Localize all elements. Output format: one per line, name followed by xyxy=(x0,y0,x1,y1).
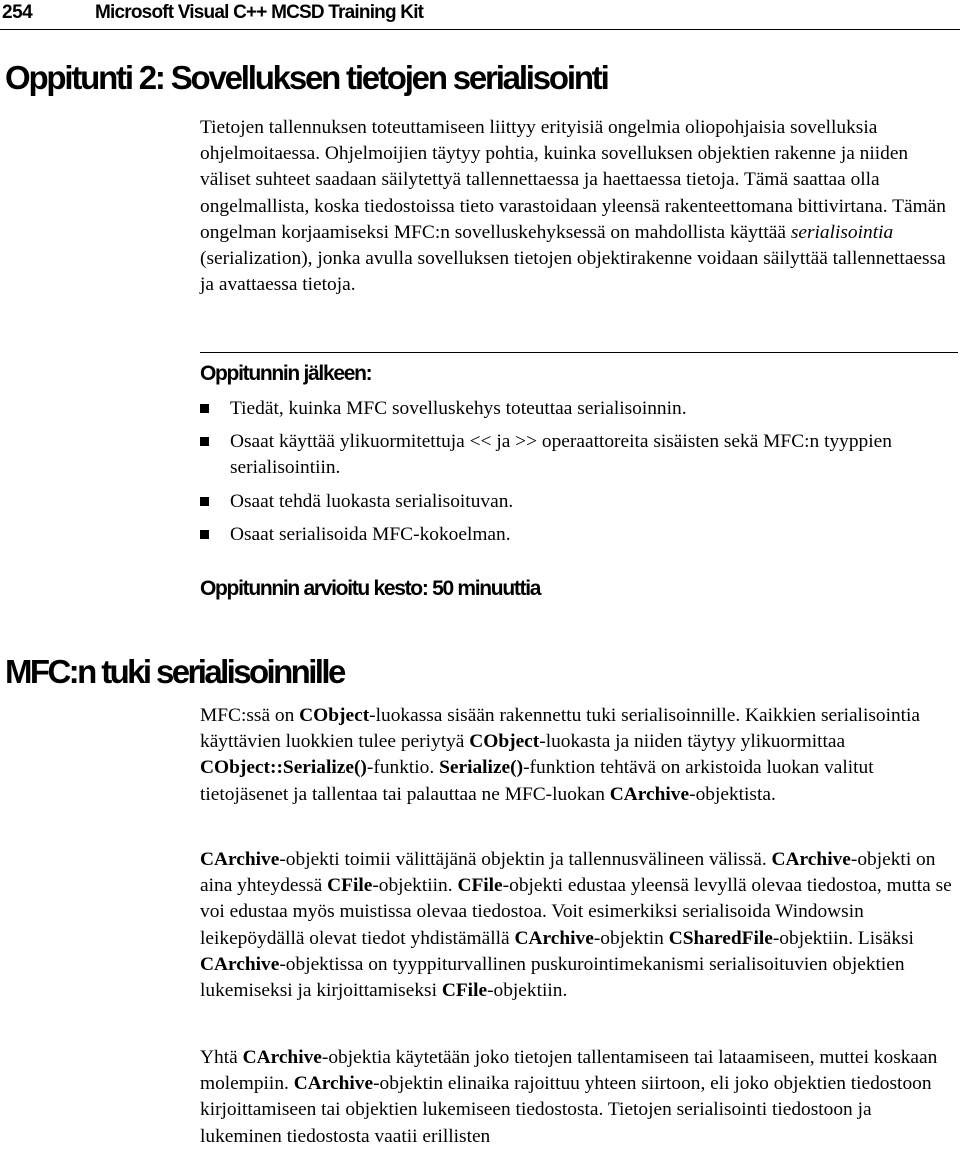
class-name: CSharedFile xyxy=(668,927,773,949)
list-item xyxy=(200,522,958,548)
function-name: CObject::Serialize() xyxy=(200,757,367,779)
list-item-text: Tiedät, kuinka MFC sovelluskehys toteuttaa serialisoinnin. xyxy=(230,398,687,419)
list-item-text: Osaat tehdä luokasta serialisoituvan. xyxy=(230,490,514,512)
list-item xyxy=(200,396,958,422)
section-paragraph-1 xyxy=(200,703,958,808)
header-rule xyxy=(0,29,960,30)
page-number: 254 xyxy=(2,2,33,23)
class-name: CArchive xyxy=(242,1047,322,1068)
function-name: Serialize() xyxy=(439,757,524,779)
text-run: -luokasta ja niiden täytyy ylikuormittaa xyxy=(539,731,846,753)
class-name: CFile xyxy=(457,875,503,897)
class-name: CFile xyxy=(441,980,488,1002)
book-title: Microsoft Visual C++ MCSD Training Kit xyxy=(95,2,424,23)
objectives-rule xyxy=(200,352,958,353)
text-run: -luokassa sisään rakennettu tuki serialisoinnille. Kaikkien serialisointia käyttävien luokkien tulee periytyä xyxy=(200,705,921,753)
class-name: CArchive xyxy=(514,927,594,949)
class-name: CArchive xyxy=(771,849,851,870)
bullet-square-icon xyxy=(200,497,209,506)
text-run: -objektin elinaika rajoittuu yhteen siirtoon, eli joko objektien tiedostoon kirjoittamiseen tai objektien lukemiseen tiedostosta. Tietojen serialisointi tiedostoon ja lukeminen tiedostosta vaatii erillisten xyxy=(200,1073,932,1147)
list-item-text: Osaat serialisoida MFC-kokoelman. xyxy=(230,523,511,545)
list-item-text: Osaat käyttää ylikuormitettuja << ja >> operaattoreita sisäisten sekä MFC:n tyyppien serialisointiin. xyxy=(230,431,892,479)
intro-paragraph xyxy=(200,115,958,298)
list-item xyxy=(200,489,958,515)
section-paragraph-3 xyxy=(200,1045,958,1150)
chapter-title: Oppitunti 2: Sovelluksen tietojen serialisointi xyxy=(5,59,608,96)
page-header xyxy=(0,0,960,30)
bullet-square-icon xyxy=(200,437,209,446)
class-name: CArchive xyxy=(200,953,280,975)
objectives-list xyxy=(200,396,958,555)
class-name: CArchive xyxy=(293,1073,374,1095)
section-title: MFC:n tuki serialisoinnille xyxy=(5,653,344,690)
class-name: CArchive xyxy=(609,783,690,805)
text-run: -objekti toimii välittäjänä objektin ja tallennusvälineen välissä. xyxy=(279,849,767,870)
duration-heading: Oppitunnin arvioitu kesto: 50 minuuttia xyxy=(200,577,541,600)
text-run: -objektiin. xyxy=(487,980,568,1002)
text-run: -funktio. xyxy=(366,757,435,779)
intro-text-4: (serialization), jonka avulla sovelluksen tietojen objektirakenne voidaan säilyttää tallennettaessa ja avattaessa tietoja. xyxy=(200,248,946,296)
bullet-square-icon xyxy=(200,530,209,539)
text-run: -funktion tehtävä on arkistoida luokan valitut tietojäsenet ja tallentaa tai palauttaa ne MFC-luokan xyxy=(200,757,874,805)
text-run: MFC:ssä on xyxy=(200,705,295,726)
bullet-square-icon xyxy=(200,404,209,413)
text-run: -objektin xyxy=(593,927,664,949)
text-run: Yhtä xyxy=(200,1047,238,1068)
text-run: -objekti edustaa yleensä levyllä olevaa tiedostoa, mutta se voi edustaa myös muistissa olevaa tiedostoa. Voit esimerkiksi serialisoida Windowsin leikepöydällä olevat tiedot yhdistämällä xyxy=(200,875,952,949)
section-paragraph-2 xyxy=(200,847,958,1004)
text-run: -objektissa on tyyppiturvallinen puskurointimekanismi serialisoituvien objektien lukemiseksi ja kirjoittamiseksi xyxy=(200,953,905,1002)
serialization-term: serialisointia xyxy=(790,221,894,243)
text-run: -objektiin. Lisäksi xyxy=(772,927,914,949)
class-name: CObject xyxy=(299,705,370,726)
list-item xyxy=(200,429,958,481)
class-name: CObject xyxy=(469,731,540,753)
text-run: -objekti on aina yhteydessä xyxy=(200,849,936,897)
class-name: CFile xyxy=(327,875,373,897)
class-name: CArchive xyxy=(200,849,280,870)
text-run: -objektiin. xyxy=(372,875,453,897)
intro-text-3: Tämän ongelman korjaamiseksi MFC:n sovelluskehyksessä on mahdollista käyttää xyxy=(200,195,946,243)
text-run: -objektia käytetään joko tietojen tallentamiseen tai lataamiseen, muttei koskaan molempiin. xyxy=(200,1047,938,1095)
intro-text-1: Tietojen tallennuksen toteuttamiseen liittyy erityisiä ongelmia oliopohjaisia sovelluksia ohjelmoitaessa. Ohjelmoijien täytyy pohtia, kuinka sovelluksen objektien rakenne ja niiden väliset suhteet saadaan säilytettyä tallennettaessa ja haettaessa tietoja. xyxy=(200,117,909,191)
text-run: -objektista. xyxy=(689,783,776,805)
intro-text-2: Tämä saattaa olla ongelmallista, koska tiedostoissa tieto varastoidaan yleensä rakenteettomana bittivirtana. xyxy=(200,169,888,217)
objectives-heading: Oppitunnin jälkeen: xyxy=(200,362,372,385)
